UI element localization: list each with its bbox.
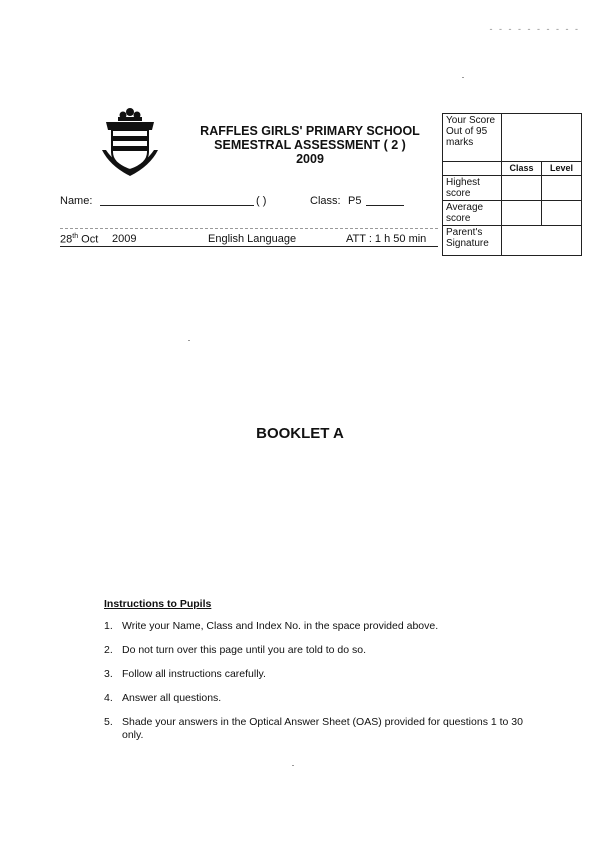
exam-year: 2009 [296, 152, 324, 166]
class-value: P5 [348, 195, 362, 207]
level-column-header: Level [542, 162, 582, 176]
school-name: RAFFLES GIRLS' PRIMARY SCHOOL [200, 124, 420, 138]
index-number-field[interactable]: ( ) [256, 195, 267, 207]
name-field[interactable] [100, 195, 254, 206]
score-box [442, 113, 582, 256]
class-field[interactable] [366, 195, 404, 206]
name-label: Name: [60, 195, 93, 207]
instructions-title: Instructions to Pupils [104, 598, 212, 610]
school-crest-icon [100, 106, 160, 178]
highest-level-cell [542, 176, 582, 201]
scan-artifact: - - - - - - - - - - [489, 24, 580, 34]
exam-title: SEMESTRAL ASSESSMENT ( 2 ) [214, 138, 406, 152]
average-class-cell [502, 201, 542, 226]
list-item: 3. Follow all instructions carefully. [104, 668, 266, 680]
list-item: 5. Shade your answers in the Optical Answer Sheet (OAS) provided for questions 1 to 30 only. [104, 716, 523, 741]
class-column-header: Class [502, 162, 542, 176]
exam-date-year: 2009 [112, 233, 137, 245]
instructions-section [104, 598, 534, 753]
parent-signature-cell [502, 226, 582, 256]
class-label: Class: [310, 195, 341, 207]
duration: ATT : 1 h 50 min [346, 233, 427, 245]
list-item: 4. Answer all questions. [104, 692, 222, 704]
paper-info-row [60, 232, 438, 247]
highest-score-label: Highest score [443, 176, 502, 201]
divider [60, 228, 438, 229]
highest-class-cell [502, 176, 542, 201]
scan-speck [292, 765, 294, 766]
scan-speck [188, 340, 190, 341]
booklet-title: BOOKLET A [256, 425, 344, 442]
your-score-label: Your Score Out of 95 marks [443, 114, 502, 162]
subject: English Language [208, 233, 297, 245]
student-details-row [60, 195, 440, 209]
list-item: 2. Do not turn over this page until you are told to do so. [104, 644, 366, 656]
average-score-label: Average score [443, 201, 502, 226]
school-header [180, 124, 440, 166]
exam-date: 28th Oct [60, 233, 99, 246]
parent-signature-label: Parent's Signature [443, 226, 502, 256]
scan-speck [462, 77, 464, 78]
instructions-list [104, 620, 534, 742]
your-score-cell [502, 114, 582, 162]
average-level-cell [542, 201, 582, 226]
list-item: 1. Write your Name, Class and Index No. in the space provided above. [104, 620, 439, 632]
